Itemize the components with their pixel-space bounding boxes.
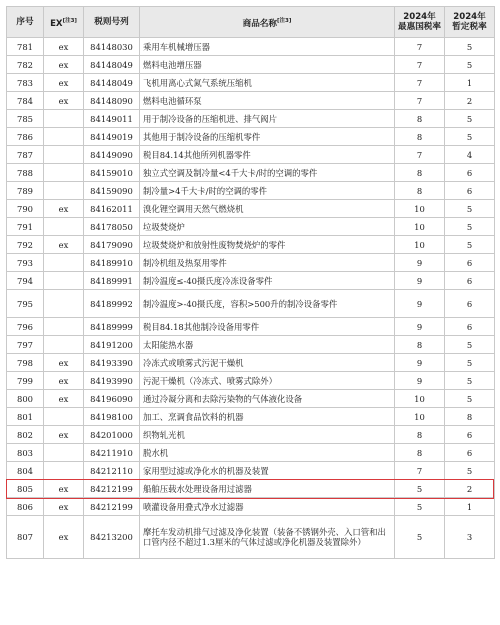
ex-cell: ex xyxy=(44,200,84,218)
mfn-rate-cell: 7 xyxy=(395,74,445,92)
ex-cell xyxy=(44,408,84,426)
provisional-rate-cell: 5 xyxy=(445,372,495,390)
seq-cell: 805 xyxy=(7,480,44,498)
mfn-rate-cell: 8 xyxy=(395,336,445,354)
code-cell: 84211910 xyxy=(84,444,140,462)
name-cell: 通过冷凝分离和去除污染物的气体液化设备 xyxy=(140,390,395,408)
ex-cell: ex xyxy=(44,372,84,390)
name-cell: 税目84.18其他制冷设备用零件 xyxy=(140,318,395,336)
table-row xyxy=(7,290,495,318)
code-cell: 84191200 xyxy=(84,336,140,354)
ex-cell xyxy=(44,218,84,236)
seq-cell: 791 xyxy=(7,218,44,236)
provisional-rate-cell: 5 xyxy=(445,56,495,74)
code-cell: 84162011 xyxy=(84,200,140,218)
seq-cell: 801 xyxy=(7,408,44,426)
header-mfn-rate: 2024年 最惠国税率 xyxy=(395,7,445,38)
mfn-rate-cell: 8 xyxy=(395,182,445,200)
ex-cell xyxy=(44,254,84,272)
code-cell: 84149090 xyxy=(84,146,140,164)
code-cell: 84148030 xyxy=(84,38,140,56)
name-cell: 燃料电池循环泵 xyxy=(140,92,395,110)
ex-cell: ex xyxy=(44,38,84,56)
name-cell: 乘用车机械增压器 xyxy=(140,38,395,56)
seq-cell: 786 xyxy=(7,128,44,146)
name-cell: 垃圾焚烧炉和放射性废物焚烧炉的零件 xyxy=(140,236,395,254)
seq-cell: 799 xyxy=(7,372,44,390)
seq-cell: 797 xyxy=(7,336,44,354)
mfn-rate-cell: 5 xyxy=(395,498,445,516)
provisional-rate-cell: 4 xyxy=(445,146,495,164)
code-cell: 84149011 xyxy=(84,110,140,128)
table-row xyxy=(7,110,495,128)
provisional-rate-cell: 5 xyxy=(445,110,495,128)
seq-cell: 787 xyxy=(7,146,44,164)
code-cell: 84198100 xyxy=(84,408,140,426)
provisional-rate-cell: 5 xyxy=(445,336,495,354)
code-cell: 84148090 xyxy=(84,92,140,110)
seq-cell: 790 xyxy=(7,200,44,218)
ex-cell xyxy=(44,164,84,182)
mfn-rate-cell: 10 xyxy=(395,236,445,254)
code-cell: 84179090 xyxy=(84,236,140,254)
seq-cell: 788 xyxy=(7,164,44,182)
ex-cell: ex xyxy=(44,390,84,408)
name-cell: 制冷量>4千大卡/时的空调的零件 xyxy=(140,182,395,200)
provisional-rate-cell: 1 xyxy=(445,74,495,92)
provisional-rate-cell: 6 xyxy=(445,182,495,200)
name-cell: 太阳能热水器 xyxy=(140,336,395,354)
ex-cell: ex xyxy=(44,354,84,372)
table-row xyxy=(7,164,495,182)
name-cell: 制冷机组及热泵用零件 xyxy=(140,254,395,272)
header-code: 税则号列 xyxy=(84,7,140,38)
provisional-rate-cell: 1 xyxy=(445,498,495,516)
seq-cell: 784 xyxy=(7,92,44,110)
table-row xyxy=(7,272,495,290)
mfn-rate-cell: 8 xyxy=(395,164,445,182)
mfn-rate-cell: 8 xyxy=(395,128,445,146)
seq-cell: 794 xyxy=(7,272,44,290)
seq-cell: 785 xyxy=(7,110,44,128)
mfn-rate-cell: 9 xyxy=(395,254,445,272)
mfn-rate-cell: 7 xyxy=(395,462,445,480)
ex-cell xyxy=(44,128,84,146)
code-cell: 84148049 xyxy=(84,74,140,92)
mfn-rate-cell: 9 xyxy=(395,290,445,318)
ex-cell: ex xyxy=(44,516,84,559)
table-row xyxy=(7,218,495,236)
table-row xyxy=(7,408,495,426)
mfn-rate-cell: 10 xyxy=(395,390,445,408)
table-row xyxy=(7,480,495,498)
ex-cell: ex xyxy=(44,92,84,110)
table-row xyxy=(7,372,495,390)
code-cell: 84213200 xyxy=(84,516,140,559)
name-cell: 喷灌设备用叠式净水过滤器 xyxy=(140,498,395,516)
ex-cell xyxy=(44,272,84,290)
seq-cell: 803 xyxy=(7,444,44,462)
ex-cell xyxy=(44,110,84,128)
ex-cell xyxy=(44,336,84,354)
ex-cell xyxy=(44,462,84,480)
table-row xyxy=(7,236,495,254)
name-cell: 船舶压载水处理设备用过滤器 xyxy=(140,480,395,498)
name-cell: 税目84.14其他所列机器零件 xyxy=(140,146,395,164)
code-cell: 84212199 xyxy=(84,498,140,516)
code-cell: 84189910 xyxy=(84,254,140,272)
mfn-rate-cell: 5 xyxy=(395,480,445,498)
table-row xyxy=(7,516,495,559)
mfn-rate-cell: 10 xyxy=(395,218,445,236)
seq-cell: 792 xyxy=(7,236,44,254)
name-cell: 织物轧光机 xyxy=(140,426,395,444)
provisional-rate-cell: 5 xyxy=(445,236,495,254)
provisional-rate-cell: 5 xyxy=(445,462,495,480)
table-row xyxy=(7,92,495,110)
provisional-rate-cell: 2 xyxy=(445,92,495,110)
name-cell: 燃料电池增压器 xyxy=(140,56,395,74)
provisional-rate-cell: 5 xyxy=(445,128,495,146)
ex-cell: ex xyxy=(44,236,84,254)
provisional-rate-cell: 3 xyxy=(445,516,495,559)
mfn-rate-cell: 8 xyxy=(395,444,445,462)
header-ex: EX[注3] xyxy=(44,7,84,38)
mfn-rate-cell: 10 xyxy=(395,200,445,218)
name-cell: 制冷温度>-40摄氏度，容积>500升的制冷设备零件 xyxy=(140,290,395,318)
code-cell: 84189991 xyxy=(84,272,140,290)
code-cell: 84189999 xyxy=(84,318,140,336)
name-cell: 飞机用离心式氮气系统压缩机 xyxy=(140,74,395,92)
provisional-rate-cell: 5 xyxy=(445,354,495,372)
name-cell: 独立式空调及制冷量<4千大卡/时的空调的零件 xyxy=(140,164,395,182)
code-cell: 84149019 xyxy=(84,128,140,146)
provisional-rate-cell: 5 xyxy=(445,200,495,218)
mfn-rate-cell: 9 xyxy=(395,372,445,390)
table-row xyxy=(7,182,495,200)
ex-cell xyxy=(44,318,84,336)
code-cell: 84212199 xyxy=(84,480,140,498)
ex-cell: ex xyxy=(44,426,84,444)
table-row xyxy=(7,200,495,218)
ex-cell xyxy=(44,290,84,318)
name-cell: 加工、烹调食品饮料的机器 xyxy=(140,408,395,426)
name-cell: 溴化锂空调用天然气燃烧机 xyxy=(140,200,395,218)
provisional-rate-cell: 6 xyxy=(445,444,495,462)
name-cell: 冷冻式或喷雾式污泥干燥机 xyxy=(140,354,395,372)
header-name: 商品名称[注3] xyxy=(140,7,395,38)
provisional-rate-cell: 8 xyxy=(445,408,495,426)
provisional-rate-cell: 2 xyxy=(445,480,495,498)
code-cell: 84189992 xyxy=(84,290,140,318)
header-provisional-rate: 2024年 暂定税率 xyxy=(445,7,495,38)
seq-cell: 802 xyxy=(7,426,44,444)
table-row xyxy=(7,254,495,272)
mfn-rate-cell: 5 xyxy=(395,516,445,559)
table-row xyxy=(7,498,495,516)
mfn-rate-cell: 8 xyxy=(395,110,445,128)
seq-cell: 782 xyxy=(7,56,44,74)
table-row xyxy=(7,462,495,480)
seq-cell: 798 xyxy=(7,354,44,372)
code-cell: 84201000 xyxy=(84,426,140,444)
provisional-rate-cell: 6 xyxy=(445,426,495,444)
mfn-rate-cell: 8 xyxy=(395,426,445,444)
name-cell: 垃圾焚烧炉 xyxy=(140,218,395,236)
code-cell: 84212110 xyxy=(84,462,140,480)
header-row xyxy=(7,7,495,38)
ex-cell: ex xyxy=(44,74,84,92)
name-cell: 家用型过滤或净化水的机器及装置 xyxy=(140,462,395,480)
mfn-rate-cell: 7 xyxy=(395,38,445,56)
provisional-rate-cell: 6 xyxy=(445,290,495,318)
provisional-rate-cell: 6 xyxy=(445,318,495,336)
ex-cell xyxy=(44,182,84,200)
ex-cell xyxy=(44,444,84,462)
header-seq: 序号 xyxy=(7,7,44,38)
code-cell: 84193990 xyxy=(84,372,140,390)
code-cell: 84193390 xyxy=(84,354,140,372)
name-cell: 制冷温度≤-40摄氏度冷冻设备零件 xyxy=(140,272,395,290)
name-cell: 其他用于制冷设备的压缩机零件 xyxy=(140,128,395,146)
seq-cell: 800 xyxy=(7,390,44,408)
table-row xyxy=(7,38,495,56)
seq-cell: 804 xyxy=(7,462,44,480)
footnote-ref: [注3] xyxy=(277,17,292,24)
mfn-rate-cell: 9 xyxy=(395,272,445,290)
seq-cell: 796 xyxy=(7,318,44,336)
seq-cell: 781 xyxy=(7,38,44,56)
code-cell: 84148049 xyxy=(84,56,140,74)
code-cell: 84196090 xyxy=(84,390,140,408)
table-row xyxy=(7,336,495,354)
provisional-rate-cell: 5 xyxy=(445,390,495,408)
code-cell: 84159090 xyxy=(84,182,140,200)
name-cell: 污泥干燥机（冷冻式、喷雾式除外） xyxy=(140,372,395,390)
table-row xyxy=(7,354,495,372)
ex-cell xyxy=(44,146,84,164)
code-cell: 84178050 xyxy=(84,218,140,236)
table-row xyxy=(7,146,495,164)
provisional-rate-cell: 5 xyxy=(445,218,495,236)
name-cell: 用于制冷设备的压缩机进、排气阀片 xyxy=(140,110,395,128)
table-row xyxy=(7,74,495,92)
table-row xyxy=(7,56,495,74)
table-row xyxy=(7,318,495,336)
tariff-table xyxy=(6,6,495,559)
mfn-rate-cell: 7 xyxy=(395,92,445,110)
table-row xyxy=(7,444,495,462)
seq-cell: 806 xyxy=(7,498,44,516)
mfn-rate-cell: 7 xyxy=(395,146,445,164)
footnote-ref: [注3] xyxy=(62,17,77,24)
table-row xyxy=(7,390,495,408)
mfn-rate-cell: 10 xyxy=(395,408,445,426)
mfn-rate-cell: 7 xyxy=(395,56,445,74)
name-cell: 脱水机 xyxy=(140,444,395,462)
provisional-rate-cell: 6 xyxy=(445,254,495,272)
provisional-rate-cell: 6 xyxy=(445,272,495,290)
provisional-rate-cell: 6 xyxy=(445,164,495,182)
ex-cell: ex xyxy=(44,56,84,74)
seq-cell: 783 xyxy=(7,74,44,92)
table-row xyxy=(7,128,495,146)
table-body xyxy=(7,38,495,559)
mfn-rate-cell: 9 xyxy=(395,354,445,372)
ex-cell: ex xyxy=(44,480,84,498)
provisional-rate-cell: 5 xyxy=(445,38,495,56)
mfn-rate-cell: 9 xyxy=(395,318,445,336)
code-cell: 84159010 xyxy=(84,164,140,182)
name-cell: 摩托车发动机排气过滤及净化装置（装备不锈钢外壳、入口管和出口管内径不超过1.3厘米的气体过滤或净化机器及装置除外） xyxy=(140,516,395,559)
seq-cell: 795 xyxy=(7,290,44,318)
ex-cell: ex xyxy=(44,498,84,516)
table-row xyxy=(7,426,495,444)
seq-cell: 807 xyxy=(7,516,44,559)
seq-cell: 789 xyxy=(7,182,44,200)
seq-cell: 793 xyxy=(7,254,44,272)
